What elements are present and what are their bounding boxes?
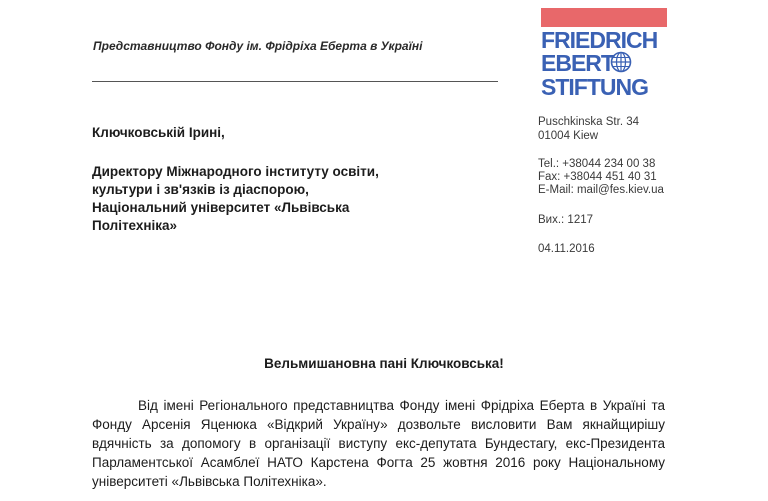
logo-line-ebert: EBERT xyxy=(541,50,614,76)
sender-header: Представництво Фонду ім. Фрідріха Еберта в Україні xyxy=(93,39,423,53)
contact-email: E-Mail: mail@fes.kiev.ua xyxy=(538,184,664,196)
addressee-name: Ключковській Ірині, xyxy=(92,125,225,140)
letter-body-paragraph: Від імені Регіонального представництва Фонду імені Фрідріха Еберта в Україні та Фонду Арсенія Яценюка «Відкрий Україну» дозвольте висловити Вам якнайщирішу вдячність за допомогу в організації виступу екс-депутата Бундестагу, екс-Президента Парламентської Асамблеї НАТО Карстена Фогта 25 жовтня 2016 року Національному університеті «Львівська Політехніка». xyxy=(92,398,665,489)
logo-line-stiftung: STIFTUNG xyxy=(541,74,648,100)
contact-tel: Tel.: +38044 234 00 38 xyxy=(538,158,656,170)
logo-line-friedrich: FRIEDRICH xyxy=(541,27,658,53)
logo-red-bar xyxy=(541,8,667,27)
contact-fax: Fax: +38044 451 40 31 xyxy=(538,171,657,183)
addressee-line-2: культури і зв'язків із діаспорою, xyxy=(92,182,309,197)
addressee-line-4: Політехніка» xyxy=(92,218,178,233)
contact-street: Puschkinska Str. 34 xyxy=(538,116,639,128)
letter-date: 04.11.2016 xyxy=(538,243,595,255)
addressee-line-3: Національний університет «Львівська xyxy=(92,200,350,215)
header-divider xyxy=(92,81,498,82)
salutation: Вельмишановна пані Ключковська! xyxy=(264,356,504,371)
reference-number: Вих.: 1217 xyxy=(538,214,594,226)
globe-icon xyxy=(610,51,632,73)
addressee-line-1: Директору Міжнародного інституту освіти, xyxy=(92,164,379,179)
contact-city: 01004 Kiew xyxy=(538,130,599,142)
